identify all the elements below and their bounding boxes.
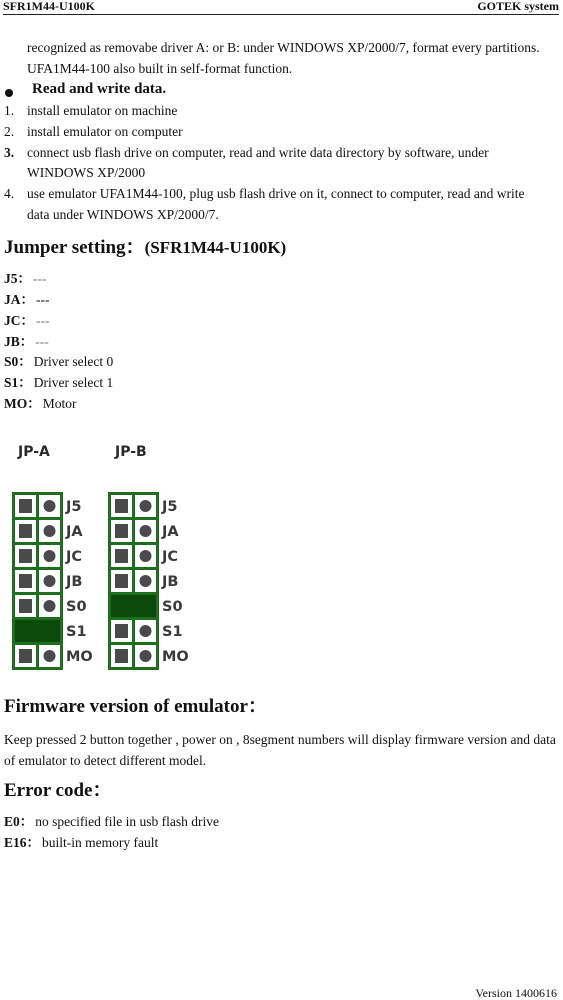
setting-row [4,290,50,310]
setting-row [4,332,49,352]
setting-row [4,394,77,414]
list-number: 2. [4,124,15,139]
error-row [4,812,219,832]
read-write-title: Read and write data. [32,81,167,97]
error-desc: built-in memory fault [42,835,159,850]
setting-row [4,373,113,393]
round-pin-icon [44,650,56,662]
jumper-heading-text: Jumper setting： [4,237,145,258]
list-item: use emulator UFA1M44-100, plug usb flash drive on it, connect to computer, read and write [27,186,525,201]
square-pin-icon [115,574,128,588]
round-pin-icon [44,500,56,512]
square-pin-icon [115,499,128,513]
square-pin-icon [19,524,32,538]
page-header [3,0,559,15]
round-pin-icon [140,650,152,662]
version-label: Version 1400616 [475,986,557,1000]
pin-label: J5 [66,499,82,515]
jumper-heading [4,236,286,260]
firmware-text: Keep pressed 2 button together , power on , 8segment numbers will display firmware version and data of emulator to detect different model. [4,732,556,768]
square-pin-icon [115,524,128,538]
setting-value: --- [35,334,49,349]
pin-label: J5 [162,499,178,515]
square-pin-icon [115,649,128,663]
intro-line-2: UFA1M44-100 also built in self-format function. [27,61,293,76]
bullet-icon [5,89,13,97]
list-number: 1. [4,103,15,118]
round-pin-icon [44,575,56,587]
square-pin-icon [115,624,128,638]
setting-row [4,352,113,372]
jp-a-jumper-cap [15,620,60,642]
pin-label: JC [162,549,179,565]
error-code: E16： [4,835,41,850]
list-item-continued: data under WINDOWS XP/2000/7. [27,207,219,222]
pin-label: MO [66,649,93,665]
setting-value: --- [36,292,50,307]
square-pin-icon [19,499,32,513]
pin-label: S0 [66,599,87,615]
header-model: SFR1M44-U100K [3,0,95,13]
jp-b-block [108,492,159,670]
setting-key: S0： [4,354,32,369]
jumper-heading-model: (SFR1M44-U100K) [144,238,287,257]
setting-value: --- [33,271,47,286]
setting-key: J5： [4,271,31,286]
jp-b-label: JP-B [115,444,147,460]
setting-row [4,311,50,331]
pin-label: S0 [162,599,183,615]
setting-key: JB： [4,334,34,349]
jp-a-label: JP-A [18,444,50,460]
list-number: 4. [4,186,15,201]
list-number: 3. [4,145,15,160]
round-pin-icon [140,525,152,537]
list-item: install emulator on computer [27,124,183,139]
round-pin-icon [140,550,152,562]
setting-row [4,269,47,289]
error-code: E0： [4,814,34,829]
setting-value: Driver select 1 [33,375,114,390]
list-item: install emulator on machine [27,103,178,118]
round-pin-icon [44,525,56,537]
square-pin-icon [19,549,32,563]
setting-key: JC： [4,313,34,328]
pin-label: JB [66,574,83,590]
pin-label: JC [66,549,83,565]
error-desc: no specified file in usb flash drive [35,814,219,829]
setting-value: Driver select 0 [33,354,114,369]
square-pin-icon [115,549,128,563]
jp-b-jumper-cap [111,595,156,617]
round-pin-icon [140,500,152,512]
square-pin-icon [19,599,32,613]
firmware-heading: Firmware version of emulator： [4,696,267,717]
header-company: GOTEK system [477,0,559,13]
pin-label: JA [66,524,83,540]
setting-value: --- [36,313,50,328]
pin-label: JB [162,574,179,590]
setting-key: S1： [4,375,32,390]
list-item: connect usb flash drive on computer, read and write data directory by software, under [27,145,489,160]
setting-value: Motor [42,396,77,411]
round-pin-icon [44,600,56,612]
error-heading: Error code： [4,780,112,801]
list-item-continued: WINDOWS XP/2000 [27,165,146,180]
round-pin-icon [140,575,152,587]
setting-key: MO： [4,396,41,411]
round-pin-icon [44,550,56,562]
jp-a-block [12,492,63,670]
square-pin-icon [19,649,32,663]
setting-key: JA： [4,292,34,307]
jumper-diagram [0,435,200,670]
intro-line-1: recognized as removabe driver A: or B: under WINDOWS XP/2000/7, format every partitions. [27,40,540,55]
pin-label: JA [162,524,179,540]
square-pin-icon [19,574,32,588]
round-pin-icon [140,625,152,637]
pin-label: MO [162,649,189,665]
error-row [4,833,158,853]
pin-label: S1 [162,624,183,640]
pin-label: S1 [66,624,87,640]
